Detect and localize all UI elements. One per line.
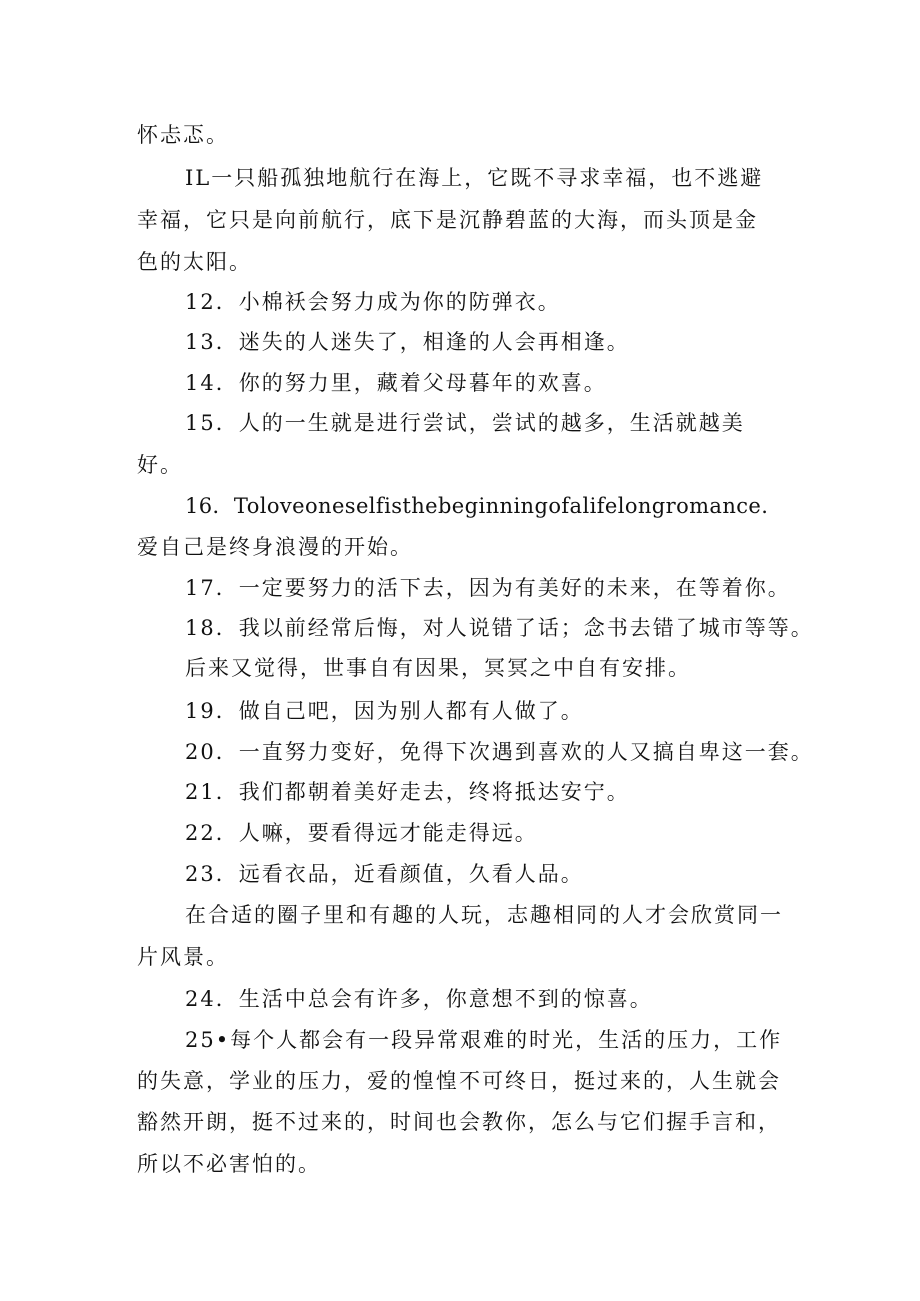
text-line-item-20: 20．一直努力变好，免得下次遇到喜欢的人又搞自卑这一套。 bbox=[185, 740, 814, 764]
text-line-item-17: 17．一定要努力的活下去，因为有美好的未来，在等着你。 bbox=[185, 576, 791, 600]
text-line-continuation: 怀忐忑。 bbox=[137, 123, 229, 147]
text-line-item-16-cont: 爱自己是终身浪漫的开始。 bbox=[137, 535, 413, 559]
text-line-item-23: 23．远看衣品，近看颜值，久看人品。 bbox=[185, 862, 584, 886]
text-line-item-25-cont: 的失意，学业的压力，爱的惶惶不可终日，挺过来的，人生就会 bbox=[137, 1069, 781, 1093]
text-line-item-11-cont: 幸福，它只是向前航行，底下是沉静碧蓝的大海，而头顶是金 bbox=[137, 208, 758, 232]
text-line-item-11-cont: 色的太阳。 bbox=[137, 250, 252, 274]
text-line-item-18: 18．我以前经常后悔，对人说错了话；念书去错了城市等等。 bbox=[185, 616, 814, 640]
text-line-item-16: 16．Toloveoneselfisthebeginningofalifelongromance. bbox=[185, 494, 769, 518]
text-line-item-15-cont: 好。 bbox=[137, 453, 183, 477]
text-line-item-25-cont: 豁然开朗，挺不过来的，时间也会教你，怎么与它们握手言和， bbox=[137, 1110, 781, 1134]
text-line-item-13: 13．迷失的人迷失了，相逢的人会再相逢。 bbox=[185, 330, 630, 354]
text-line-item-12: 12．小棉袄会努力成为你的防弹衣。 bbox=[185, 290, 561, 314]
text-line-item-22: 22．人嘛，要看得远才能走得远。 bbox=[185, 821, 538, 845]
text-line-item-11: IL一只船孤独地航行在海上，它既不寻求幸福，也不逃避 bbox=[185, 166, 764, 190]
text-line-item-18-cont: 后来又觉得，世事自有因果，冥冥之中自有安排。 bbox=[185, 656, 691, 680]
text-line-item-15: 15．人的一生就是进行尝试，尝试的越多，生活就越美 bbox=[185, 411, 745, 435]
text-line-item-14: 14．你的努力里，藏着父母暮年的欢喜。 bbox=[185, 371, 607, 395]
text-line-item-24: 24．生活中总会有许多，你意想不到的惊喜。 bbox=[185, 987, 653, 1011]
text-line-paragraph-cont: 片风景。 bbox=[137, 945, 229, 969]
text-line-item-25: 25•每个人都会有一段异常艰难的时光，生活的压力，工作 bbox=[185, 1028, 783, 1052]
text-line-item-21: 21．我们都朝着美好走去，终将抵达安宁。 bbox=[185, 780, 630, 804]
text-line-paragraph: 在合适的圈子里和有趣的人玩，志趣相同的人才会欣赏同一 bbox=[185, 903, 783, 927]
text-line-item-25-cont: 所以不必害怕的。 bbox=[137, 1152, 321, 1176]
text-line-item-19: 19．做自己吧，因为别人都有人做了。 bbox=[185, 699, 584, 723]
